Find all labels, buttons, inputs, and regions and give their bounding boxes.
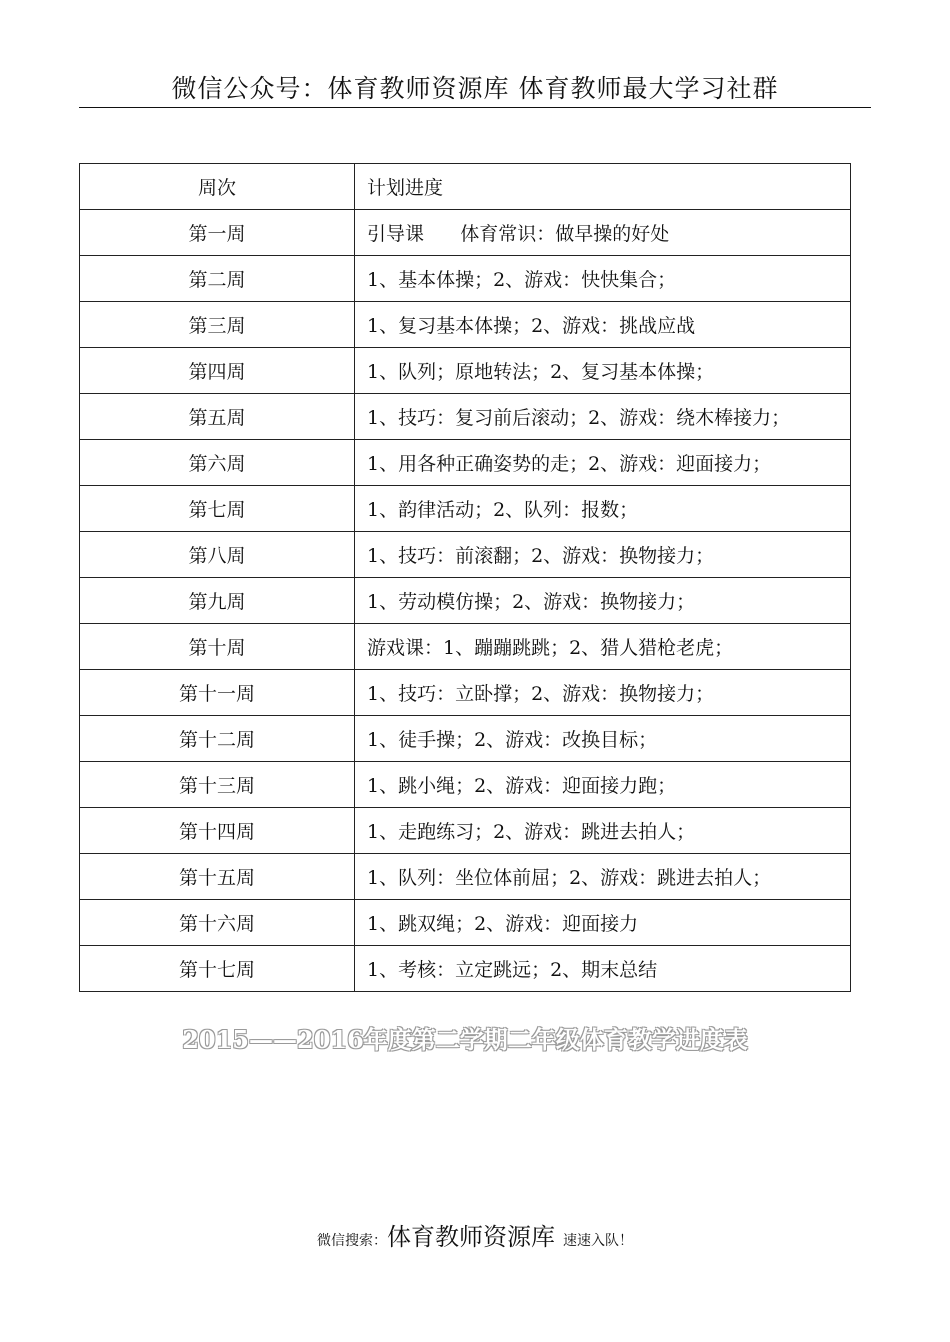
plan-cell: 1、劳动模仿操；2、游戏：换物接力； [355,578,851,624]
week-cell: 第八周 [80,532,355,578]
table-row [80,854,851,900]
week-cell: 第十五周 [80,854,355,900]
table-row [80,302,851,348]
table-row [80,486,851,532]
table-row [80,256,851,302]
week-cell: 第十周 [80,624,355,670]
week-cell: 第十三周 [80,762,355,808]
schedule-table [79,163,851,992]
plan-cell: 1、技巧：前滚翻；2、游戏：换物接力； [355,532,851,578]
week-cell: 第三周 [80,302,355,348]
plan-cell: 游戏课：1、蹦蹦跳跳；2、猎人猎枪老虎； [355,624,851,670]
plan-cell: 1、队列：坐位体前屈；2、游戏：跳进去拍人； [355,854,851,900]
week-cell: 第十六周 [80,900,355,946]
plan-cell: 1、跳小绳；2、游戏：迎面接力跑； [355,762,851,808]
week-cell: 第五周 [80,394,355,440]
plan-cell: 1、基本体操；2、游戏：快快集合； [355,256,851,302]
page-header-title: 微信公众号：体育教师资源库 体育教师最大学习社群 [171,74,779,103]
week-cell: 第二周 [80,256,355,302]
week-cell: 第十四周 [80,808,355,854]
table-row [80,440,851,486]
week-cell: 第一周 [80,210,355,256]
plan-cell: 1、韵律活动；2、队列：报数； [355,486,851,532]
column-header-week: 周次 [80,164,355,210]
table-row [80,348,851,394]
footer-account-name: 体育教师资源库 [387,1223,555,1251]
table-caption: 2015——2016年度第二学期二年级体育教学进度表 [182,1025,748,1054]
table-row [80,808,851,854]
table-row [80,670,851,716]
week-cell: 第十一周 [80,670,355,716]
plan-cell: 1、用各种正确姿势的走；2、游戏：迎面接力； [355,440,851,486]
plan-cell: 1、走跑练习；2、游戏：跳进去拍人； [355,808,851,854]
table-row [80,532,851,578]
plan-cell: 1、队列；原地转法；2、复习基本体操； [355,348,851,394]
table-row [80,210,851,256]
plan-cell: 引导课 体育常识：做早操的好处 [355,210,851,256]
table-row [80,394,851,440]
table-row [80,946,851,992]
footer-suffix: 速速入队！ [563,1233,633,1249]
week-cell: 第六周 [80,440,355,486]
footer-prefix: 微信搜索： [317,1233,387,1249]
plan-cell: 1、技巧：复习前后滚动；2、游戏：绕木棒接力； [355,394,851,440]
plan-cell: 1、考核：立定跳远；2、期末总结 [355,946,851,992]
plan-cell: 1、跳双绳；2、游戏：迎面接力 [355,900,851,946]
week-cell: 第四周 [80,348,355,394]
plan-cell: 1、徒手操；2、游戏：改换目标； [355,716,851,762]
footer [0,1222,950,1256]
table-row [80,716,851,762]
table-row [80,578,851,624]
header-divider [79,107,871,108]
table-row [80,762,851,808]
week-cell: 第九周 [80,578,355,624]
week-cell: 第十七周 [80,946,355,992]
table-header-row [80,164,851,210]
column-header-plan: 计划进度 [355,164,851,210]
table-row [80,624,851,670]
plan-cell: 1、技巧：立卧撑；2、游戏：换物接力； [355,670,851,716]
plan-cell: 1、复习基本体操；2、游戏：挑战应战 [355,302,851,348]
table-row [80,900,851,946]
week-cell: 第七周 [80,486,355,532]
week-cell: 第十二周 [80,716,355,762]
